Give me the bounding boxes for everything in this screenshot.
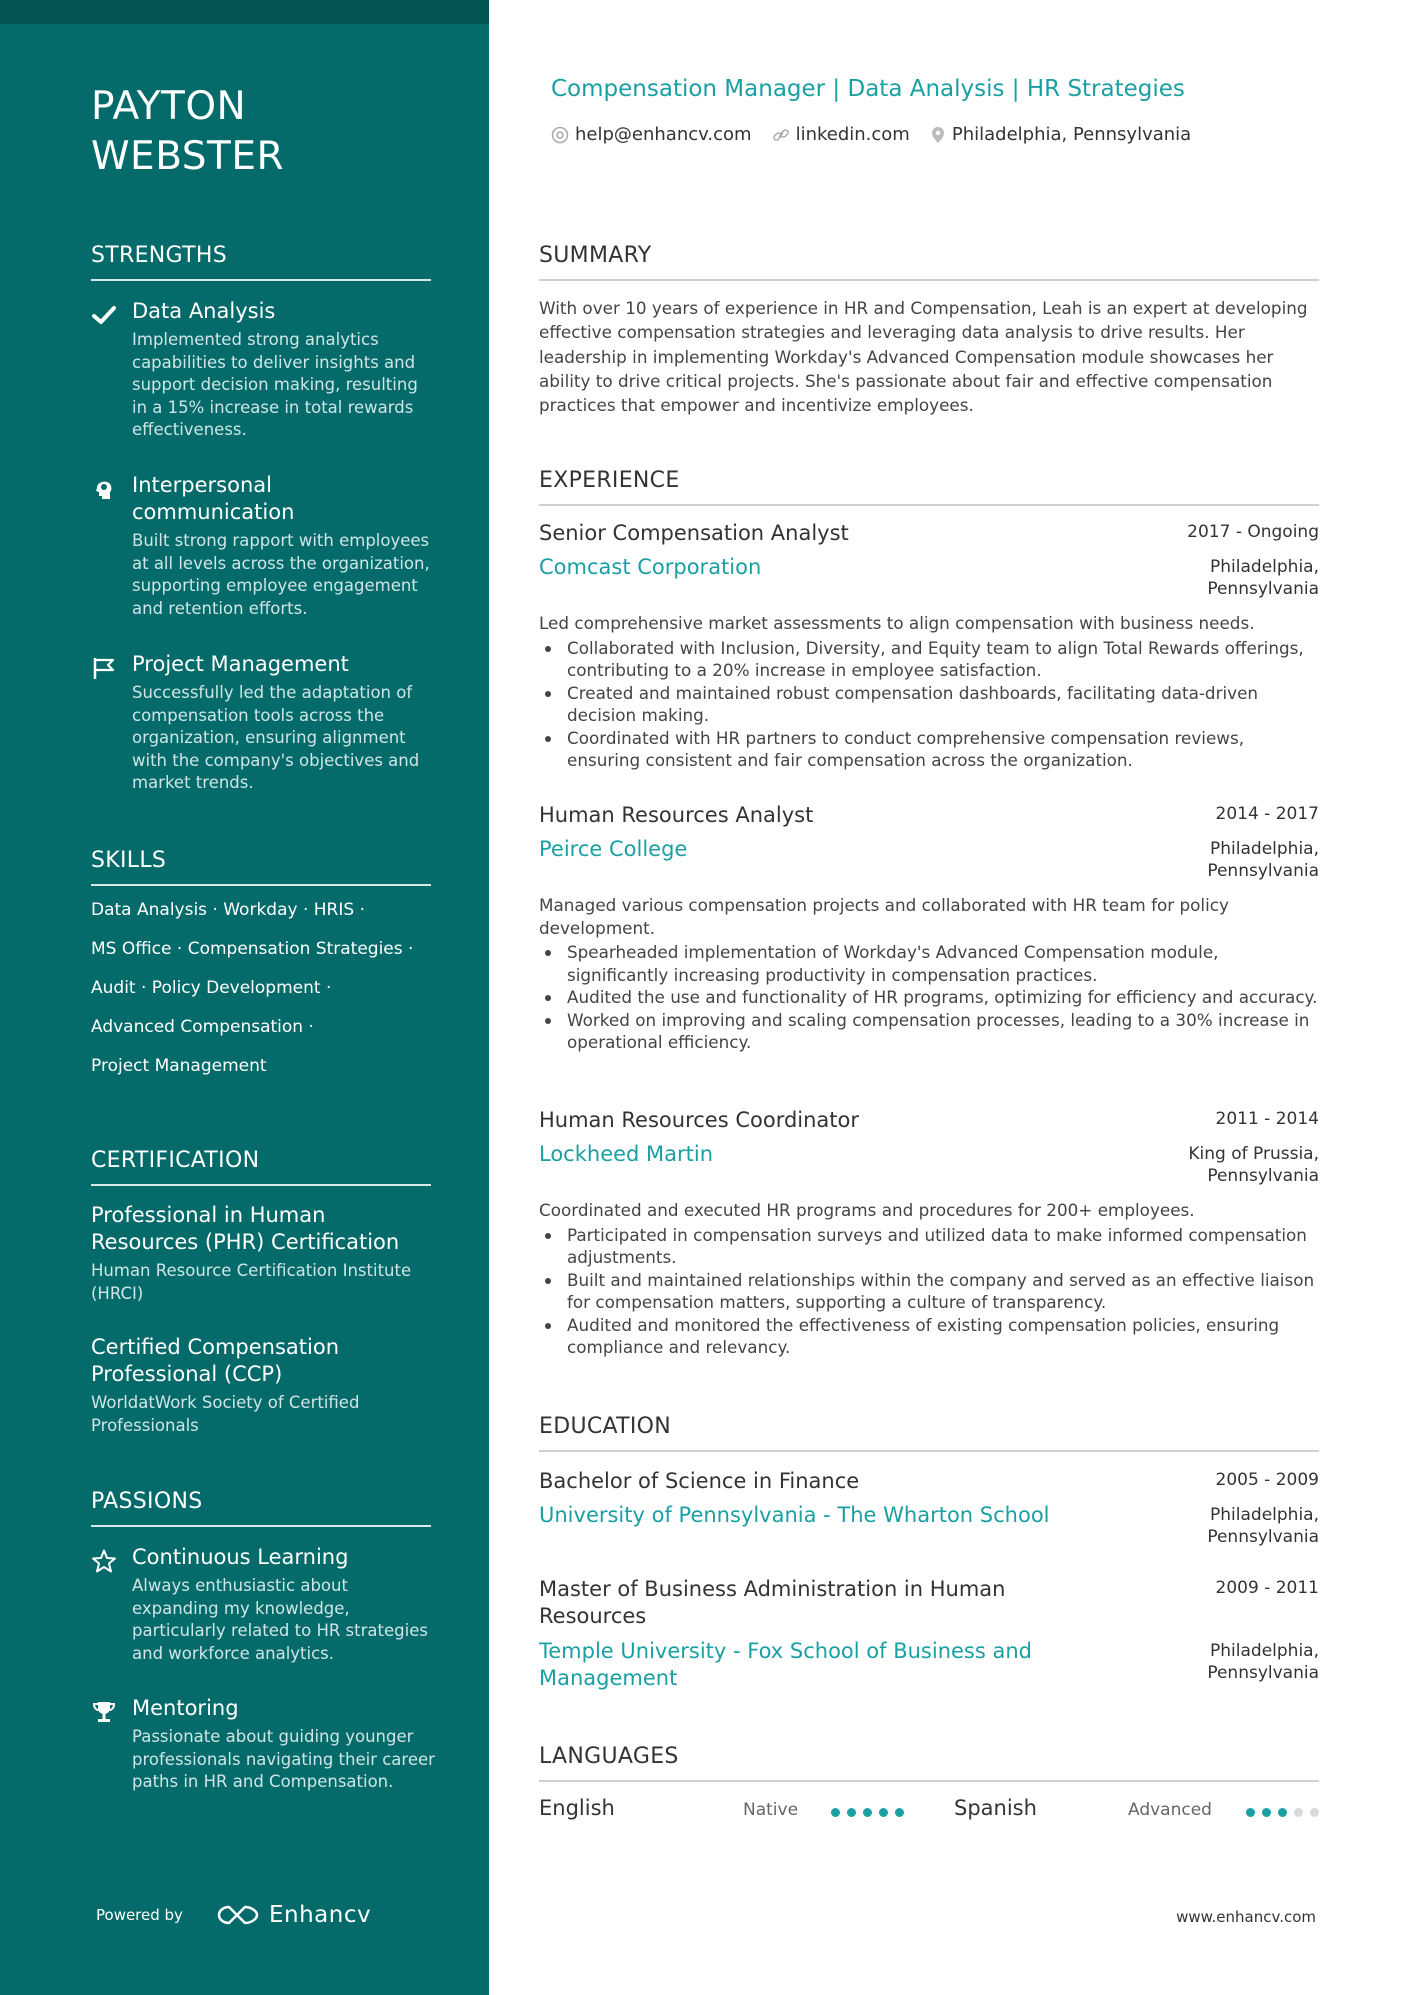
school-name: Temple University - Fox School of Business and Management (539, 1639, 1032, 1690)
summary-text: With over 10 years of experience in HR and Compensation, Leah is an expert at developing effective compensation strategies and leveraging data analysis to drive results. Her leadership in implementing Workday's Advanced Compensation module showcases her ability to drive critical projects. She's passionate about fair and effective compensation practices that empower and incentivize employees. (539, 298, 1308, 416)
job-location (1207, 556, 1319, 600)
skills-list (91, 899, 436, 1094)
star-icon (91, 1548, 117, 1574)
rating-dot-filled (1278, 1808, 1287, 1817)
strength-desc: Successfully led the adaptation of compensation tools across the organization, ensuring alignment with the company's objectives and market trends. (132, 683, 420, 792)
job-dates: 2011 - 2014 (1215, 1109, 1319, 1129)
location-text: Philadelphia, Pennsylvania (951, 124, 1192, 145)
passion-item (91, 1544, 436, 1665)
certification-issuer: Human Resource Certification Institute (HRCI) (91, 1261, 412, 1303)
at-icon (551, 126, 569, 144)
job-location-state: Pennsylvania (1207, 861, 1319, 881)
language-rating (1246, 1808, 1326, 1817)
company-name: Comcast Corporation (539, 555, 762, 579)
experience-entry (539, 802, 1319, 1054)
job-description: Coordinated and executed HR programs and procedures for 200+ employees. (539, 1200, 1195, 1220)
job-location-state: Pennsylvania (1207, 579, 1319, 599)
job-bullets (539, 1224, 1319, 1359)
job-bullets (539, 637, 1319, 772)
enhancv-logo-icon (215, 1903, 261, 1927)
skills-row: MS Office · Compensation Strategies · (91, 939, 414, 959)
rating-dot-filled (895, 1808, 904, 1817)
job-location-state: Pennsylvania (1207, 1166, 1319, 1186)
school-location-state: Pennsylvania (1207, 1527, 1319, 1547)
job-bullet: Spearheaded implementation of Workday's Advanced Compensation module, significantly increasing productivity in compensation practices. (539, 941, 1319, 986)
school-location (1207, 1640, 1319, 1684)
language-level: Native (743, 1800, 799, 1820)
powered-by-label: Powered by (96, 1906, 183, 1924)
school-name: University of Pennsylvania - The Wharton School (539, 1503, 1050, 1527)
skills-row: Advanced Compensation · (91, 1017, 314, 1037)
certification-issuer: WorldatWork Society of Certified Professionals (91, 1393, 360, 1435)
job-dates: 2017 - Ongoing (1187, 522, 1319, 542)
education-dates: 2009 - 2011 (1215, 1578, 1319, 1598)
job-bullet: Created and maintained robust compensation dashboards, facilitating data-driven decision making. (539, 682, 1319, 727)
company-name: Lockheed Martin (539, 1142, 714, 1166)
school-location-state: Pennsylvania (1207, 1663, 1319, 1683)
languages-list (539, 1796, 1319, 1826)
job-bullet: Worked on improving and scaling compensation processes, leading to a 30% increase in operational efficiency. (539, 1009, 1319, 1054)
last-name: WEBSTER (91, 134, 285, 179)
certification-item (91, 1202, 436, 1305)
passion-item (91, 1695, 436, 1794)
strength-title: Data Analysis (132, 299, 276, 323)
experience-entry (539, 1107, 1319, 1359)
email-text: help@enhancv.com (575, 124, 752, 145)
language-name: Spanish (954, 1796, 1037, 1820)
headline: Compensation Manager | Data Analysis | HR Strategies (551, 76, 1185, 102)
job-title: Human Resources Coordinator (539, 1108, 860, 1132)
strength-item (91, 472, 436, 620)
rating-dot-empty (1310, 1808, 1319, 1817)
certification-title: Certified Compensation Professional (CCP) (91, 1335, 340, 1386)
rating-dot-filled (863, 1808, 872, 1817)
passion-desc: Passionate about guiding younger professionals navigating their career paths in HR and Compensation. (132, 1727, 435, 1791)
school-location-city: Philadelphia, (1210, 1641, 1319, 1661)
company-name: Peirce College (539, 837, 688, 861)
strength-desc: Implemented strong analytics capabilities to deliver insights and support decision making, resulting in a 15% increase in total rewards effectiveness. (132, 330, 418, 439)
skills-row: Audit · Policy Development · (91, 978, 332, 998)
passion-title: Mentoring (132, 1696, 239, 1720)
email-contact[interactable] (551, 124, 752, 145)
strength-item (91, 298, 436, 442)
sidebar (0, 0, 489, 1995)
location-contact (930, 124, 1191, 145)
location-pin-icon (930, 126, 946, 144)
linkedin-contact[interactable] (772, 124, 910, 145)
head-icon (91, 476, 117, 502)
language-level: Advanced (1128, 1800, 1212, 1820)
strengths-heading: STRENGTHS (91, 243, 431, 281)
school-location-city: Philadelphia, (1210, 1505, 1319, 1525)
job-location (1188, 1143, 1319, 1187)
job-bullet: Built and maintained relationships within the company and served as an effective liaison for compensation matters, supporting a culture of transparency. (539, 1269, 1319, 1314)
sidebar-top-bar (0, 0, 489, 24)
job-bullets (539, 941, 1319, 1054)
passions-heading: PASSIONS (91, 1489, 431, 1527)
degree-title: Master of Business Administration in Human Resources (539, 1577, 1006, 1628)
strength-desc: Built strong rapport with employees at all levels across the organization, supporting employee engagement and retention efforts. (132, 531, 430, 618)
first-name: PAYTON (91, 84, 247, 129)
language-rating (831, 1808, 911, 1817)
job-location-city: Philadelphia, (1210, 557, 1319, 577)
education-heading: EDUCATION (539, 1414, 1319, 1452)
certification-heading: CERTIFICATION (91, 1148, 431, 1186)
language-name: English (539, 1796, 615, 1820)
languages-heading: LANGUAGES (539, 1744, 1319, 1782)
education-entry (539, 1576, 1319, 1696)
link-icon (772, 126, 790, 144)
rating-dot-filled (831, 1808, 840, 1817)
job-bullet: Coordinated with HR partners to conduct comprehensive compensation reviews, ensuring consistent and fair compensation across the organization. (539, 727, 1319, 772)
linkedin-text: linkedin.com (795, 124, 910, 145)
rating-dot-empty (1294, 1808, 1303, 1817)
job-bullet: Collaborated with Inclusion, Diversity, and Equity team to align Total Rewards offerings, contributing to a 20% increase in employee satisfaction. (539, 637, 1319, 682)
job-title: Senior Compensation Analyst (539, 521, 849, 545)
strength-item (91, 651, 436, 795)
website-link[interactable]: www.enhancv.com (1176, 1908, 1316, 1926)
certification-title: Professional in Human Resources (PHR) Certification (91, 1203, 400, 1254)
job-description: Led comprehensive market assessments to align compensation with business needs. (539, 613, 1255, 633)
enhancv-logo[interactable] (215, 1898, 371, 1932)
enhancv-brand-text: Enhancv (269, 1902, 372, 1928)
education-dates: 2005 - 2009 (1215, 1470, 1319, 1490)
rating-dot-filled (1262, 1808, 1271, 1817)
passion-title: Continuous Learning (132, 1545, 349, 1569)
certification-item (91, 1334, 436, 1437)
experience-heading: EXPERIENCE (539, 468, 1319, 506)
strength-title: Project Management (132, 652, 349, 676)
job-location-city: Philadelphia, (1210, 839, 1319, 859)
flag-icon (91, 655, 117, 681)
job-location (1207, 838, 1319, 882)
education-entry (539, 1468, 1319, 1560)
rating-dot-filled (1246, 1808, 1255, 1817)
job-bullet: Participated in compensation surveys and utilized data to make informed compensation adjustments. (539, 1224, 1319, 1269)
strength-title: Interpersonal communication (132, 473, 295, 524)
job-bullet: Audited the use and functionality of HR programs, optimizing for efficiency and accuracy. (539, 986, 1319, 1009)
passion-desc: Always enthusiastic about expanding my knowledge, particularly related to HR strategies and workforce analytics. (132, 1576, 428, 1663)
rating-dot-filled (879, 1808, 888, 1817)
skills-heading: SKILLS (91, 848, 431, 886)
job-bullet: Audited and monitored the effectiveness of existing compensation policies, ensuring compliance and relevancy. (539, 1314, 1319, 1359)
trophy-icon (91, 1699, 117, 1725)
skills-row: Data Analysis · Workday · HRIS · (91, 900, 365, 920)
degree-title: Bachelor of Science in Finance (539, 1469, 860, 1493)
check-icon (91, 302, 117, 328)
experience-entry (539, 520, 1319, 772)
job-dates: 2014 - 2017 (1215, 804, 1319, 824)
school-location (1207, 1504, 1319, 1548)
skills-row: Project Management (91, 1056, 267, 1076)
job-description: Managed various compensation projects and collaborated with HR team for policy development. (539, 895, 1229, 938)
rating-dot-filled (847, 1808, 856, 1817)
job-title: Human Resources Analyst (539, 803, 814, 827)
candidate-name (91, 82, 451, 182)
job-location-city: King of Prussia, (1188, 1144, 1319, 1164)
contact-bar (551, 124, 1211, 145)
summary-heading: SUMMARY (539, 243, 1319, 281)
